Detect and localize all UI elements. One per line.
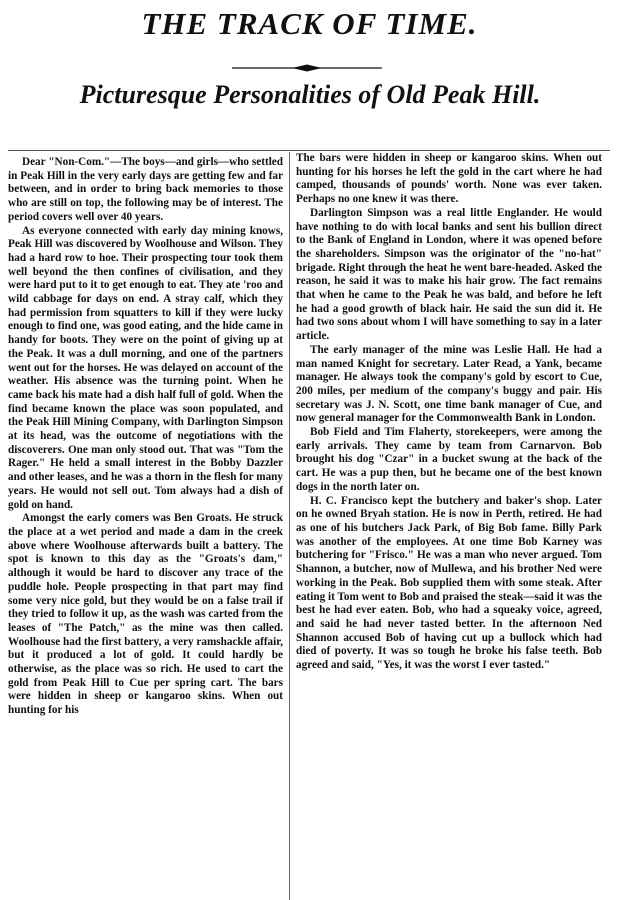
column-divider [289, 152, 290, 900]
paragraph: Dear "Non-Com."—The boys—and girls—who settled in Peak Hill in the very early days are getting few and far between, and in order to bring back memories to those who are still on top, the following may be of interest. The period covers well over 40 years. [8, 156, 283, 223]
paragraph: Bob Field and Tim Flaherty, storekeepers, were among the early arrivals. They came by team from Carnarvon. Bob brought his dog "Czar" in a bucket swung at the back of the cart. He was a pup then, but he became one of the best known dogs in the north later on. [296, 426, 602, 493]
section-masthead: THE TRACK OF TIME. [141, 6, 478, 41]
paragraph: Darlington Simpson was a real little Englander. He would have nothing to do with local banks and sent his bullion direct to the Bank of England in London, where it was opened before the shareholders. Simpson was the originator of the "no-hat" brigade. Right through the heat he went bare-headed. Asked the reason, he said it was to make his hair grow. The fact remains that when he came to the Peak he was bald, and before he left he had a good growth of black hair. He said the sun did it. He had two sons about whom I will have something to say in a later article. [296, 206, 602, 343]
paragraph: Amongst the early comers was Ben Groats. He struck the place at a wet period and made a dam in the creek above where Woolhouse afterwards built a battery. The spot is known to this day as the "Groats's dam," although it would be hard to discover any trace of the puddle hole. People prospecting in that part may find some very nice gold, but they would be on a false trail if they tried to follow it up, as the wash was carted from the leases of "The Patch," as the mine was then called. Woolhouse had the first battery, a very ramshackle affair, but it produced a lot of gold. It could hardly be otherwise, as the place was so rich. He used to cart the gold from Peak Hill to Cue per spring cart. The bars were hidden in sheep or kangaroo skins. When out hunting for his [8, 512, 283, 717]
ornamental-rule [232, 64, 382, 72]
article-column-right [296, 152, 602, 900]
paragraph: As everyone connected with early day mining knows, Peak Hill was discovered by Woolhouse and Wilson. They had a hard row to hoe. Their prospecting tour took them well beyond the then confines of civilisation, and they were hard put to it to get enough to eat. They ate 'roo and wild cabbage for days on end. A stray calf, which they had permission from squatters to kill if they were lucky enough to find one, was good eating, and the hide came in handy for boots. They were on the point of giving up at the Peak. It was a dull morning, and one of the partners went out for the horses. He was delayed on account of the weather. His absence was the turning point. When he came back his mate had a dish half full of gold. When the find became known the place was soon populated, and the Peak Hill Mining Company, with Darlington Simpson at its head, was the outcome of negotiations with the discoverers. One man only stood out. That was "Tom the Rager." He held a small interest in the Bobby Dazzler and other leases, and he was a thorn in the flesh for many years. He would not sell out. Tom always had a dish of gold on hand. [8, 224, 283, 511]
paragraph: H. C. Francisco kept the butchery and baker's shop. Later on he owned Bryah station. He is now in Perth, retired. He had as one of his butchers Jack Park, of Big Bob fame. Billy Park was another of the employees. At one time Bob Karney was butchering for "Frisco." He was a man who never argued. Tom Shannon, a butcher, now of Mullewa, and his brother Ned were working in the Peak. Bob supplied them with some steak. After eating it Tom went to Bob and praised the steak—said it was the best he had ever eaten. Bob, who had a squeaky voice, agreed, and said he had never tasted better. In the afternoon Ned Shannon accused Bob of having cut up a bullock which had died of poverty. It was so tough he broke his false teeth. Bob agreed and said, "Yes, it was the worst I ever tasted." [296, 494, 602, 672]
headline-divider [8, 150, 610, 151]
paragraph: The bars were hidden in sheep or kangaroo skins. When out hunting for his horses he left the gold in the cart where he had camped, thousands of pounds' worth. None was ever taken. Perhaps no one knew it was there. [296, 152, 602, 206]
article-column-left [8, 156, 283, 900]
paragraph: The early manager of the mine was Leslie Hall. He had a man named Knight for secretary. Later Read, a Yank, became manager. He always took the company's gold by escort to Cue, 200 miles, per medium of the company's buggy and pair. His secretary was J. N. Scott, one time bank manager of Cue, and now general manager for the Commonwealth Bank in London. [296, 343, 602, 425]
article-headline: Picturesque Personalities of Old Peak Hill. [79, 80, 541, 109]
